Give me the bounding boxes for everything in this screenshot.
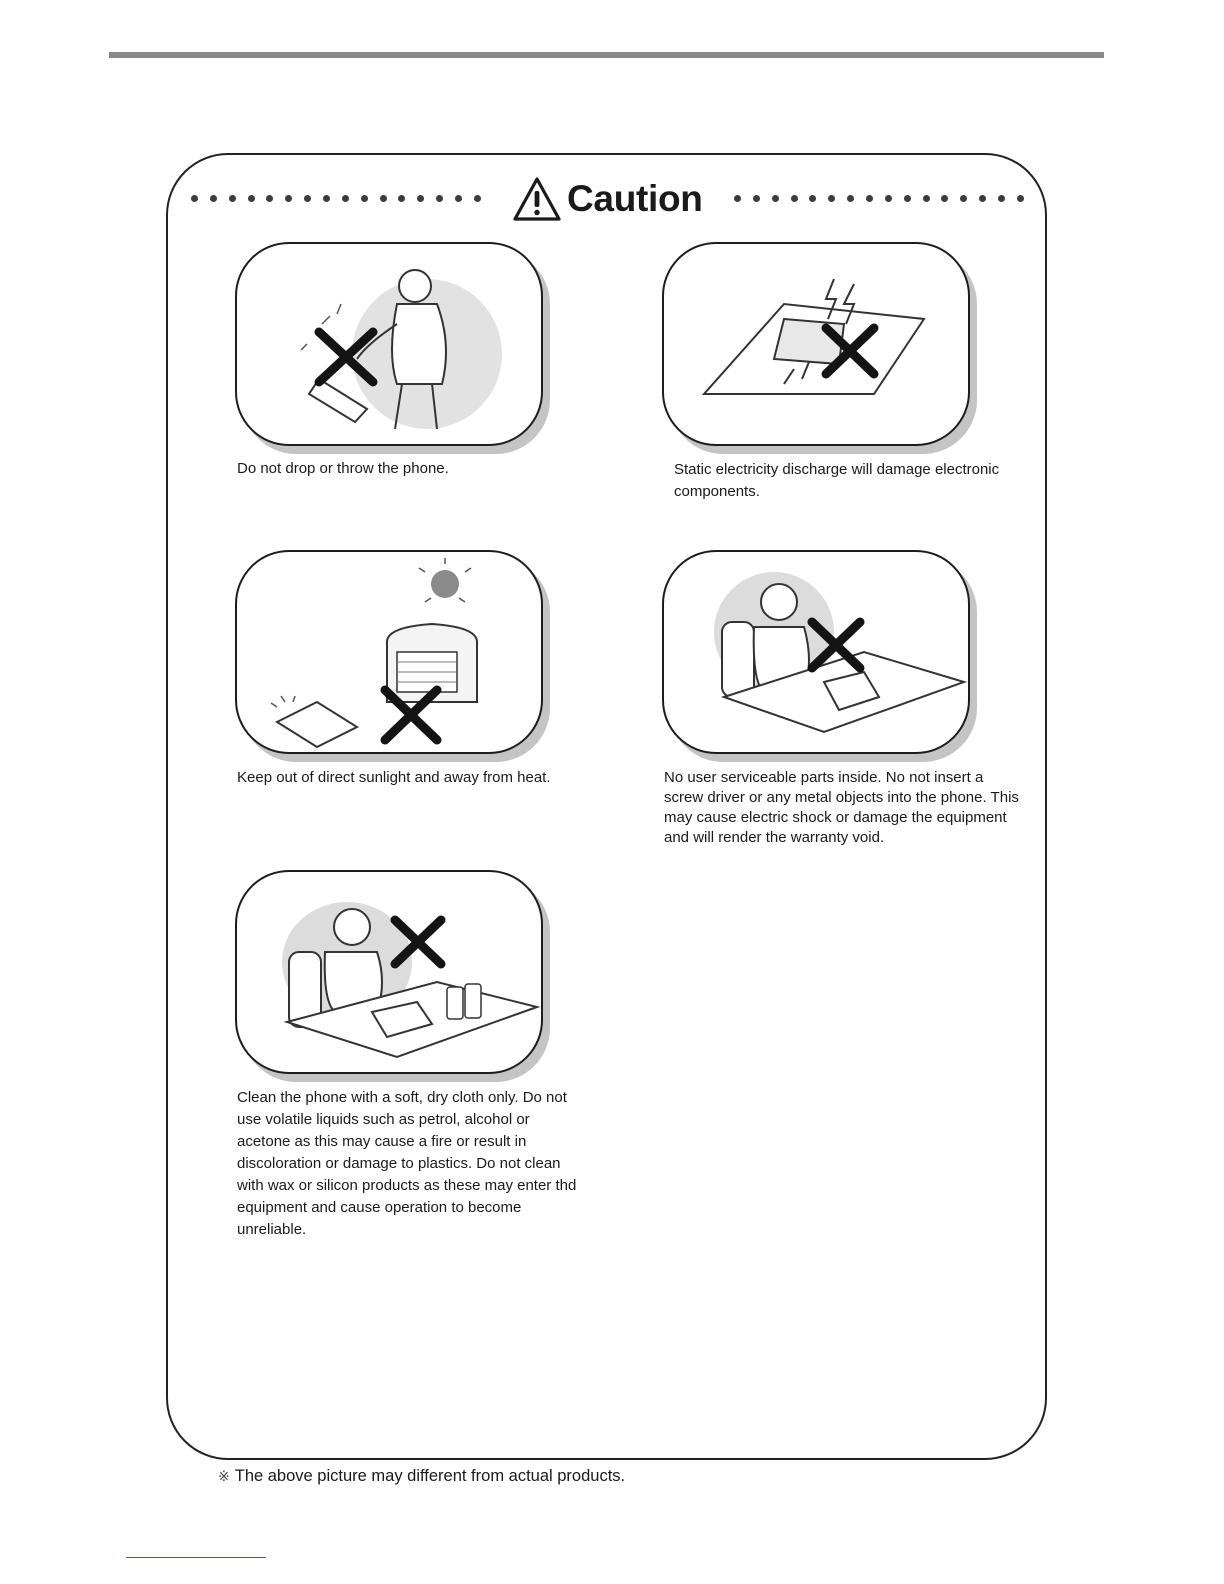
- illustration-drop-phone: [235, 242, 543, 446]
- top-rule: [109, 52, 1104, 58]
- caution-heading: [512, 174, 703, 224]
- caption-sunlight-heater: Keep out of direct sunlight and away from heat.: [237, 769, 551, 786]
- caption-drop-phone: Do not drop or throw the phone.: [237, 460, 449, 477]
- dotted-divider-left: [191, 192, 481, 204]
- footnote: [218, 1467, 625, 1486]
- illustration-sunlight-heater: [235, 550, 543, 754]
- caption-screwdriver: No user serviceable parts inside. No not insert a screw driver or any metal objects into the phone. This may cause electric shock or damage the equipment and will render the warranty void.: [664, 769, 1019, 846]
- caution-title: Caution: [567, 178, 703, 219]
- illustration-screwdriver: [662, 550, 970, 754]
- dotted-divider-right: [734, 192, 1024, 204]
- warning-triangle-icon: [512, 176, 562, 222]
- bottom-link-underline: [126, 1557, 266, 1558]
- illustration-static-discharge: [662, 242, 970, 446]
- illustration-cleaning-liquids: [235, 870, 543, 1074]
- caption-static-discharge: Static electricity discharge will damage electronic components.: [674, 461, 1000, 500]
- reference-mark: ※: [218, 1468, 230, 1484]
- footnote-text: The above picture may different from actual products.: [234, 1467, 626, 1485]
- caption-cleaning-liquids: Clean the phone with a soft, dry cloth only. Do not use volatile liquids such as petrol, alcohol or acetone as this may cause a fire or result in discoloration or damage to plastics. Do not clean with wax or silicon products as these may enter thd equipment and cause operation to become unreliable.: [237, 1089, 577, 1238]
